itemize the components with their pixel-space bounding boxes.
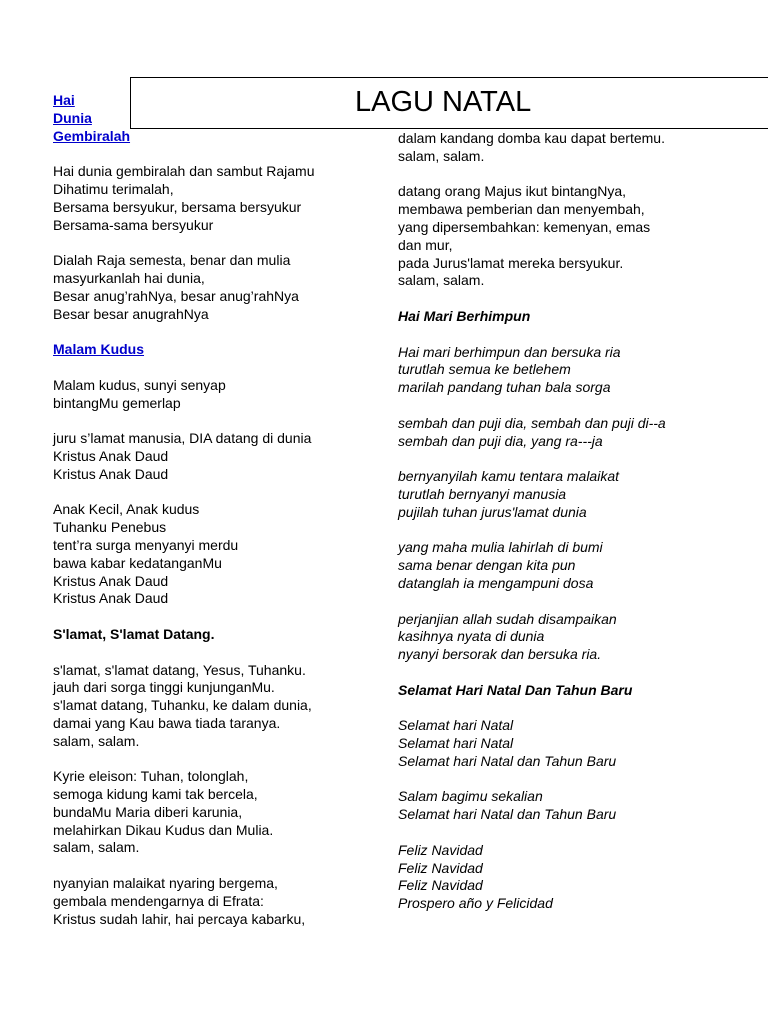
lyric-line: Kristus Anak Daud — [53, 572, 169, 589]
spacer — [53, 359, 383, 377]
lyric-line: turutlah semua ke betlehem — [398, 361, 571, 378]
spacer — [398, 824, 728, 842]
lyric-line: Prospero año y Felicidad — [398, 895, 553, 912]
lyric-line: kasihnya nyata di dunia — [398, 628, 545, 645]
lyric-line: sama benar dengan kita pun — [398, 557, 576, 574]
spacer — [398, 664, 728, 682]
lyric-line: gembala mendengarnya di Efrata: — [53, 892, 264, 909]
lyric-line: turutlah bernyanyi manusia — [398, 485, 567, 502]
heading-line — [53, 341, 383, 359]
lyric-line: Kristus Anak Daud — [53, 465, 169, 482]
lyric-line: bundaMu Maria diberi karunia, — [53, 803, 243, 820]
lyric-line: Besar anug’rahNya, besar anug’rahNya — [53, 287, 299, 304]
lyric-line: sembah dan puji dia, yang ra---ja — [398, 432, 603, 449]
lyric-line: datanglah ia mengampuni dosa — [398, 574, 594, 591]
song-title-link[interactable]: Gembiralah — [53, 127, 131, 144]
lyric-line: Hai mari berhimpun dan bersuka ria — [398, 343, 621, 360]
lyric-line: membawa pemberian dan menyembah, — [398, 201, 645, 218]
lyric-line: Feliz Navidad — [398, 841, 483, 858]
lyric-line: damai yang Kau bawa tiada taranya. — [53, 714, 281, 731]
song-title-link[interactable]: Hai — [53, 92, 75, 108]
lyric-line: Selamat hari Natal — [398, 717, 514, 734]
lyric-line: nyanyian malaikat nyaring bergema, — [53, 875, 278, 892]
lyric-line: masyurkanlah hai dunia, — [53, 269, 205, 286]
spacer — [53, 608, 383, 626]
lyric-line: melahirkan Dikau Kudus dan Mulia. — [53, 821, 274, 838]
spacer — [398, 290, 728, 308]
lyric-line: s'lamat, s'lamat datang, Yesus, Tuhanku. — [53, 661, 306, 678]
lyric-line: bintangMu gemerlap — [53, 394, 181, 411]
lyric-line: datang orang Majus ikut bintangNya, — [398, 183, 627, 200]
spacer — [398, 593, 728, 611]
song-title-link[interactable]: Dunia — [53, 109, 92, 126]
lyric-line: Anak Kecil, Anak kudus — [53, 501, 200, 518]
lyric-line: marilah pandang tuhan bala sorga — [398, 379, 611, 396]
lyric-line: juru s’lamat manusia, DIA datang di dunia — [53, 430, 312, 447]
lyric-line: Salam bagimu sekalian — [398, 788, 543, 805]
lyric-line: Kristus sudah lahir, hai percaya kabarku, — [53, 910, 306, 927]
lyric-line: Besar besar anugrahNya — [53, 305, 209, 322]
lyric-line: Tuhanku Penebus — [53, 519, 167, 536]
lyric-line: Feliz Navidad — [398, 859, 483, 876]
spacer — [53, 857, 383, 875]
spacer — [53, 234, 383, 252]
lyric-line: Dihatimu terimalah, — [53, 180, 174, 197]
spacer — [398, 771, 728, 789]
spacer — [53, 412, 383, 430]
spacer — [398, 166, 728, 184]
lyric-line: Selamat hari Natal — [398, 735, 514, 752]
lyric-line: Bersama bersyukur, bersama bersyukur — [53, 198, 302, 215]
lyric-line: yang maha mulia lahirlah di bumi — [398, 539, 603, 556]
lyric-line: dan mur, — [398, 236, 453, 253]
spacer — [398, 397, 728, 415]
lyric-line: tent’ra surga menyanyi merdu — [53, 536, 239, 553]
lyric-line: bawa kabar kedatanganMu — [53, 554, 222, 571]
right-column — [398, 130, 728, 913]
lyric-line: Dialah Raja semesta, benar dan mulia — [53, 252, 291, 269]
lyric-line: Selamat hari Natal dan Tahun Baru — [398, 806, 617, 823]
lyric-line: Selamat hari Natal dan Tahun Baru — [398, 752, 617, 769]
heading-line — [53, 92, 383, 110]
spacer — [398, 700, 728, 718]
lyric-line: Hai dunia gembiralah dan sambut Rajamu — [53, 163, 315, 180]
lyric-line: bernyanyilah kamu tentara malaikat — [398, 468, 620, 485]
page-title: LAGU NATAL — [355, 86, 532, 118]
lyric-line: pujilah tuhan jurus'lamat dunia — [398, 503, 587, 520]
lyric-line: yang dipersembahkan: kemenyan, emas — [398, 218, 651, 235]
lyric-line: jauh dari sorga tinggi kunjunganMu. — [53, 679, 275, 696]
spacer — [53, 323, 383, 341]
lyric-line: salam, salam. — [398, 147, 485, 164]
spacer — [53, 644, 383, 662]
lyric-line: perjanjian allah sudah disampaikan — [398, 610, 617, 627]
spacer — [398, 326, 728, 344]
spacer — [398, 450, 728, 468]
song-title-link[interactable]: Malam Kudus — [53, 341, 145, 358]
lyric-line: salam, salam. — [53, 732, 140, 749]
song-heading: Selamat Hari Natal Dan Tahun Baru — [398, 681, 633, 698]
song-heading: Hai Mari Berhimpun — [398, 307, 531, 324]
spacer — [53, 145, 383, 163]
lyric-line: pada Jurus'lamat mereka bersyukur. — [398, 254, 624, 271]
heading-line — [53, 128, 383, 146]
heading-line — [53, 110, 383, 128]
lyric-line: s'lamat datang, Tuhanku, ke dalam dunia, — [53, 697, 312, 714]
lyric-line: salam, salam. — [53, 839, 140, 856]
lyric-line: sembah dan puji dia, sembah dan puji di--a — [398, 414, 666, 431]
lyric-line: Bersama-sama bersyukur — [53, 216, 214, 233]
song-heading: S'lamat, S'lamat Datang. — [53, 625, 215, 642]
lyric-line: Kyrie eleison: Tuhan, tolonglah, — [53, 768, 249, 785]
spacer — [398, 522, 728, 540]
spacer — [53, 484, 383, 502]
lyric-line: salam, salam. — [398, 272, 485, 289]
lyric-line: Kristus Anak Daud — [53, 447, 169, 464]
lyric-line: dalam kandang domba kau dapat bertemu. — [398, 130, 665, 146]
lyric-line: semoga kidung kami tak bercela, — [53, 786, 258, 803]
spacer — [53, 750, 383, 768]
lyric-line: Kristus Anak Daud — [53, 590, 169, 607]
lyric-line: nyanyi bersorak dan bersuka ria. — [398, 646, 602, 663]
lyric-line: Feliz Navidad — [398, 877, 483, 894]
left-column — [53, 92, 383, 928]
lyric-line: Malam kudus, sunyi senyap — [53, 376, 226, 393]
